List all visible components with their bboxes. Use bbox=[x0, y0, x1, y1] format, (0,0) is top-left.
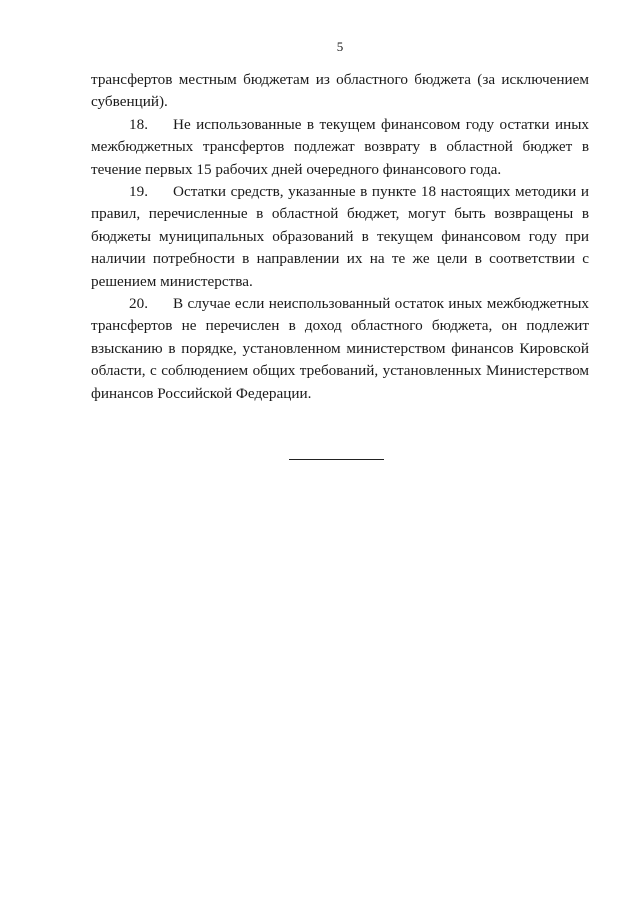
paragraph-number: 18. bbox=[129, 115, 148, 133]
paragraph-18 bbox=[91, 114, 589, 181]
page-number: 5 bbox=[336, 39, 344, 54]
document-body bbox=[91, 69, 589, 405]
paragraph-text: Остатки средств, указанные в пункте 18 настоящих методики и правил, перечисленные в областной бюджет, могут быть возвращены в бюджеты муниципальных образований в текущем финансовом году при наличии потребности в направлении их на те же цели в соответствии с решением министерства. bbox=[91, 183, 589, 290]
paragraph-number: 20. bbox=[129, 295, 148, 313]
end-separator-line bbox=[289, 459, 384, 460]
paragraph-text: Не использованные в текущем финансовом году остатки иных межбюджетных трансфертов подлежат возврату в областной бюджет в течение первых 15 рабочих дней очередного финансового года. bbox=[91, 115, 589, 178]
paragraph-19 bbox=[91, 181, 589, 293]
paragraph-text: трансфертов местным бюджетам из областного бюджета (за исключением субвенций). bbox=[91, 71, 589, 111]
paragraph-continuation bbox=[91, 69, 589, 114]
paragraph-text: В случае если неиспользованный остаток иных межбюджетных трансфертов не перечислен в доход областного бюджета, он подлежит взысканию в порядке, установленном министерством финансов Кировской области, с соблюдением общих требований, установленных Министерством финансов Российской Федерации. bbox=[91, 295, 589, 402]
paragraph-number: 19. bbox=[129, 183, 148, 201]
paragraph-20 bbox=[91, 293, 589, 405]
